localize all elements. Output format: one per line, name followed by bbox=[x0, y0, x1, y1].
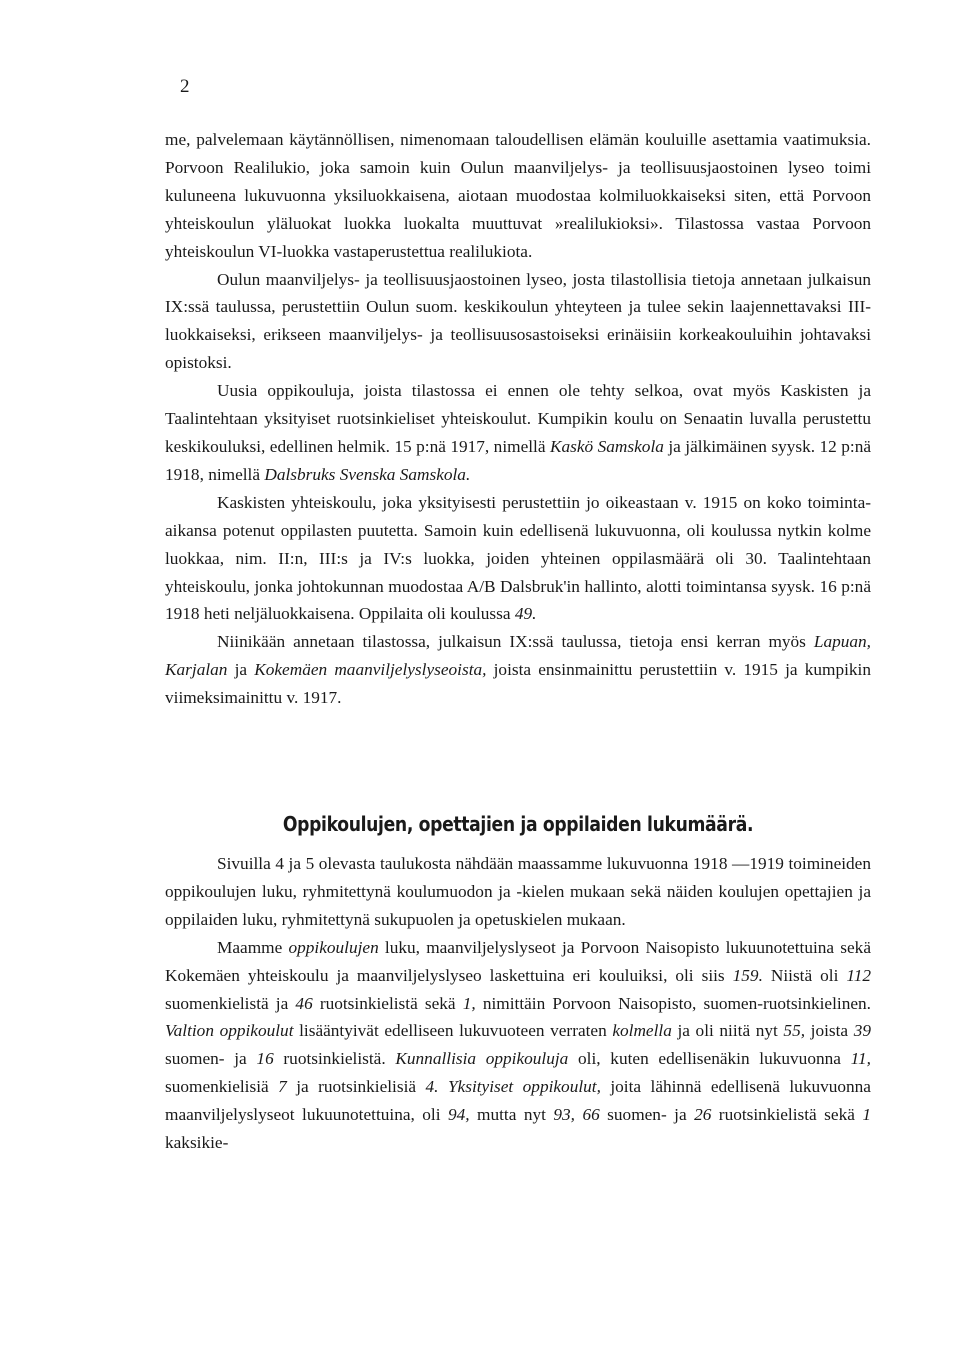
paragraph bbox=[165, 489, 871, 629]
text-run: ruotsinkielistä. bbox=[273, 1049, 396, 1069]
italic-text: 94, bbox=[447, 1105, 470, 1125]
text-run bbox=[438, 1077, 447, 1096]
text-run: ja jälkimäinen syysk. 12 p:nä 1918, nimellä bbox=[165, 436, 872, 484]
paragraph bbox=[165, 377, 871, 489]
text-run: suomenkielistä ja bbox=[165, 993, 296, 1013]
italic-text: 26 bbox=[694, 1105, 712, 1125]
italic-text: 7 bbox=[278, 1077, 287, 1097]
text-run: Niistä oli bbox=[762, 965, 847, 985]
italic-text: 11, bbox=[850, 1049, 871, 1069]
italic-text: oppikoulujen bbox=[288, 937, 379, 957]
text-run: Uusia oppikouluja, joista tilastossa ei ennen ole tehty selkoa, ovat myös Kaskisten ja Taalintehtaan yksityiset ruotsinkieliset yhteiskoulut. Kumpikin koulu on Senaatin luvalla perustettu keskikouluksi, edellinen helmik. 15 p:nä 1917, nimellä bbox=[165, 381, 871, 456]
text-run: ja bbox=[227, 660, 255, 680]
text-run: suomenkielisiä bbox=[165, 1077, 279, 1097]
italic-text: 39 bbox=[853, 1021, 871, 1041]
text-run: Maamme bbox=[217, 937, 289, 957]
italic-text: Dalsbruks Svenska Samskola. bbox=[264, 464, 471, 484]
italic-text: 49. bbox=[514, 604, 537, 624]
italic-text: Valtion oppikoulut bbox=[165, 1021, 294, 1041]
paragraph bbox=[165, 126, 871, 266]
text-run: suomen- ja bbox=[599, 1105, 695, 1125]
text-run: ja oli niitä nyt bbox=[671, 1021, 784, 1041]
paragraph bbox=[165, 628, 871, 712]
text-run: Kaskisten yhteiskoulu, joka yksityisesti perustettiin jo oikeastaan v. 1915 on koko toiminta-aikansa potenut oppilasten puutetta. Samoin kuin edellisenä lukuvuonna, oli koulussa nytkin kolme luokkaa, nim. II:n, III:s ja IV:s luokka, joiden yhteinen oppilasmäärä oli 30. Taalintehtaan yhteiskoulu, jonka johtokunnan muodostaa A/B Dalsbruk'in hallinto, alotti toimintansa syysk. 16 p:nä 1918 heti neljäluokkaisena. Oppilaita oli koulussa bbox=[165, 492, 871, 624]
italic-text: 55, bbox=[783, 1021, 806, 1041]
italic-text: 4. bbox=[425, 1077, 439, 1097]
text-run: kaksikie- bbox=[165, 1133, 229, 1153]
text-run: ja ruotsinkielisiä bbox=[286, 1077, 426, 1097]
text-run: Oulun maanviljelys- ja teollisuusjaostoinen lyseo, josta tilastollisia tietoja annetaan julkaisun IX:ssä taulussa, perustettiin Oulun suom. keskikoulun yhteyteen ja tulee sekin laajennettavaksi III-luokkaiseksi, erikseen maanviljelys- ja teollisuusosastoiseksi erinäisiin korkeakouluihin johtavaksi opistoksi. bbox=[165, 269, 871, 373]
italic-text: 1 bbox=[862, 1105, 871, 1125]
text-run: ruotsinkielistä sekä bbox=[711, 1105, 863, 1125]
italic-text: kolmella bbox=[612, 1021, 672, 1041]
italic-text: Kunnallisia oppikouluja bbox=[395, 1049, 569, 1069]
text-run: lisääntyivät edelliseen lukuvuoteen verraten bbox=[293, 1021, 613, 1041]
text-run: Niinikään annetaan tilastossa, julkaisun IX:ssä taulussa, tietoja ensi kerran myös bbox=[217, 632, 814, 652]
italic-text: Kokemäen maanviljelyslyseoista, bbox=[254, 660, 487, 680]
text-run: me, palvelemaan käytännöllisen, nimenomaan taloudellisen elämän kouluille asettamia vaatimuksia. Porvoon Realilukio, joka samoin kuin Oulun maanviljelys- ja teollisuusjaostoinen lyseo toimi kuluneena lukuvuonna yksiluokkaisena, aiotaan muodostaa kolmiluokkaiseksi siten, että Porvoon yhteiskoulun yläluokat luokka luokalta muuttuvat »realilukioksi». Tilastossa vastaa Porvoon yhteiskoulun VI-luokka vastaperustettua realilukiota. bbox=[165, 130, 871, 261]
body-text-section-1 bbox=[165, 126, 871, 712]
text-run: mutta nyt bbox=[469, 1105, 554, 1125]
italic-text: Kaskö Samskola bbox=[549, 436, 664, 456]
text-run: oli, kuten edellisenäkin lukuvuonna bbox=[568, 1049, 851, 1069]
italic-text: 46 bbox=[295, 993, 313, 1013]
italic-text: 93, 66 bbox=[553, 1105, 600, 1125]
italic-text: Lapuan, Karjalan bbox=[165, 632, 871, 680]
text-run: ruotsinkielistä sekä bbox=[312, 993, 463, 1013]
italic-text: 159. bbox=[732, 965, 763, 985]
italic-text: Yksityiset oppikoulut, bbox=[447, 1077, 601, 1097]
text-run: luku, maanviljelyslyseot ja Porvoon Naisopisto lukuunotettuina sekä Kokemäen yhteiskoulu ja maanviljelyslyseo laskettuina eri kouluiksi, oli siis bbox=[165, 937, 871, 985]
italic-text: 1, bbox=[462, 993, 476, 1013]
italic-text: 16 bbox=[256, 1049, 274, 1069]
section-heading: Oppikoulujen, opettajien ja oppilaiden lukumäärä. bbox=[282, 812, 754, 836]
text-run: suomen- ja bbox=[165, 1049, 257, 1069]
page-number: 2 bbox=[180, 76, 190, 97]
text-run: Sivuilla 4 ja 5 olevasta taulukosta nähdään maassamme lukuvuonna 1918 —1919 toimineiden oppikoulujen luku, ryhmitettynä koulumuodon ja -kielen mukaan sekä näiden koulujen opettajien ja oppilaiden luku, ryhmitettynä sukupuolen ja opetuskielen mukaan. bbox=[165, 854, 871, 929]
text-run: joista bbox=[805, 1021, 854, 1041]
text-run: joista ensinmainittu perustettiin v. 1915 ja kumpikin viimeksimainittu v. 1917. bbox=[165, 660, 871, 708]
paragraph bbox=[165, 266, 871, 378]
paragraph bbox=[165, 934, 871, 1157]
italic-text: 112 bbox=[846, 965, 871, 985]
body-text-section-2 bbox=[165, 850, 871, 1157]
text-run: nimittäin Porvoon Naisopisto, suomen-ruotsinkielinen. bbox=[475, 993, 871, 1013]
text-run: joita lähinnä edellisenä lukuvuonna maanviljelyslyseot lukuunotettuina, oli bbox=[165, 1077, 871, 1125]
paragraph bbox=[165, 850, 871, 934]
